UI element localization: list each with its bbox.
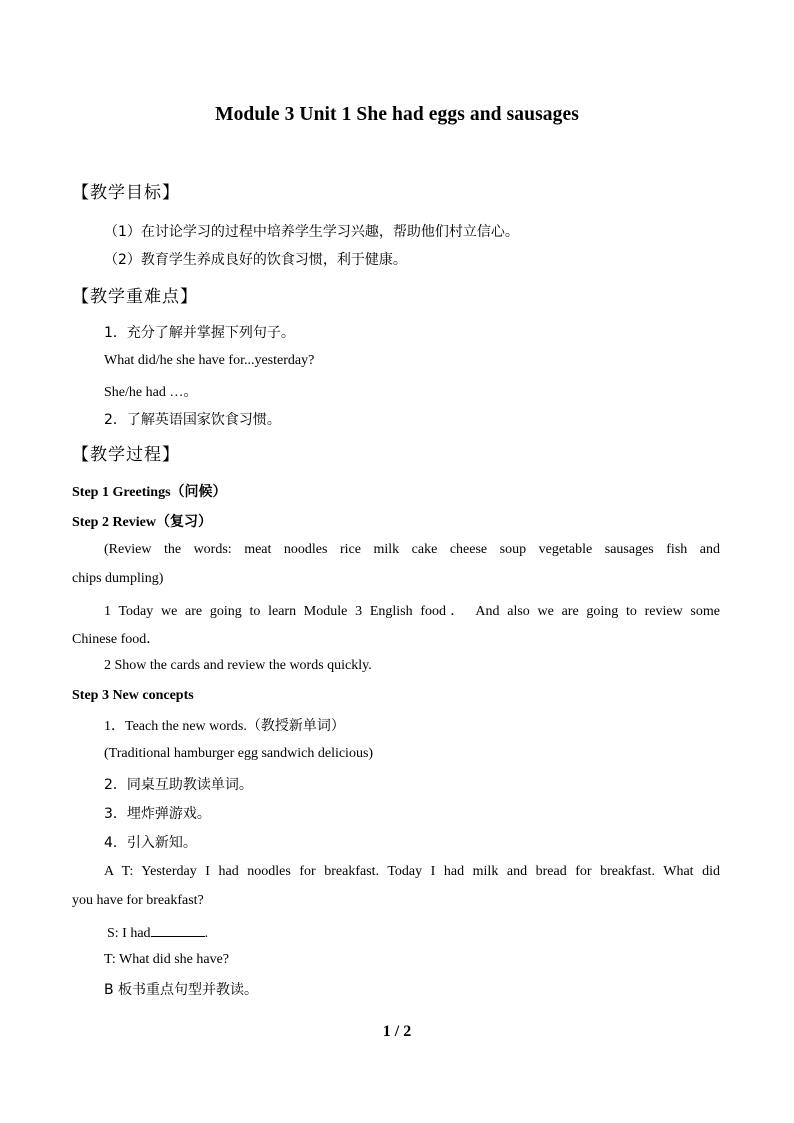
new-words-list: (Traditional hamburger egg sandwich delicious) [104,746,374,761]
step-1-heading [72,481,227,501]
objective-item-2: （2）教育学生养成良好的饮食习惯，利于健康。 [104,252,407,268]
page-indicator: 1 / 2 [382,1023,412,1040]
key-sentence-1: What did/he she have for...yesterday? [104,353,315,368]
key-point-item-1: 1．充分了解并掌握下列句子。 [104,325,295,341]
step-3-item-3: 3．埋炸弹游戏。 [104,806,211,822]
review-words-line-2: chips dumpling) [72,571,164,586]
dialogue-a-line-2: you have for breakfast? [72,893,204,908]
step-2-cn: （复习） [156,514,212,530]
section-heading-process: 【教学过程】 [72,445,180,465]
key-sentence-2: She/he had …。 [104,385,198,400]
answer-blank [151,922,205,937]
section-heading-objectives: 【教学目标】 [72,183,180,203]
step-3-item-4: 4．引入新知。 [104,835,197,851]
review-paragraph-1-line-2: Chinese food． [72,632,161,647]
review-paragraph-2: 2 Show the cards and review the words quickly. [104,658,372,673]
teacher-question: T: What did she have? [104,952,230,967]
key-point-item-2: 2．了解英语国家饮食习惯。 [104,412,281,428]
objective-item-1: （1）在讨论学习的过程中培养学生学习兴趣，帮助他们村立信心。 [104,224,519,240]
dialogue-a-line-1: A T: Yesterday I had noodles for breakfast. Today I had milk and bread for breakfast. What did [104,864,720,879]
review-paragraph-1-line-1: 1 Today we are going to learn Module 3 English food． And also we are going to review some [104,604,720,619]
step-2-heading [72,511,212,531]
step-3-heading: Step 3 New concepts [72,688,194,703]
step-1-label: Step 1 Greetings [72,485,171,500]
step-1-cn: （问候） [170,484,227,500]
section-heading-key-points: 【教学重难点】 [72,287,198,307]
step-3-item-2: 2．同桌互助教读单词。 [104,777,253,793]
student-answer-suffix: . [204,926,209,941]
review-words-line-1: (Review the words: meat noodles rice milk cake cheese soup vegetable sausages fish and [104,542,720,557]
step-3-item-1: 1．Teach the new words.（教授新单词） [104,719,345,734]
student-answer-line [107,922,208,942]
student-answer-prefix: S: I had [107,926,151,941]
step-3-item-b: B 板书重点句型并教读。 [104,982,259,998]
step-2-label: Step 2 Review [72,515,156,530]
document-title: Module 3 Unit 1 She had eggs and sausages [215,104,579,125]
